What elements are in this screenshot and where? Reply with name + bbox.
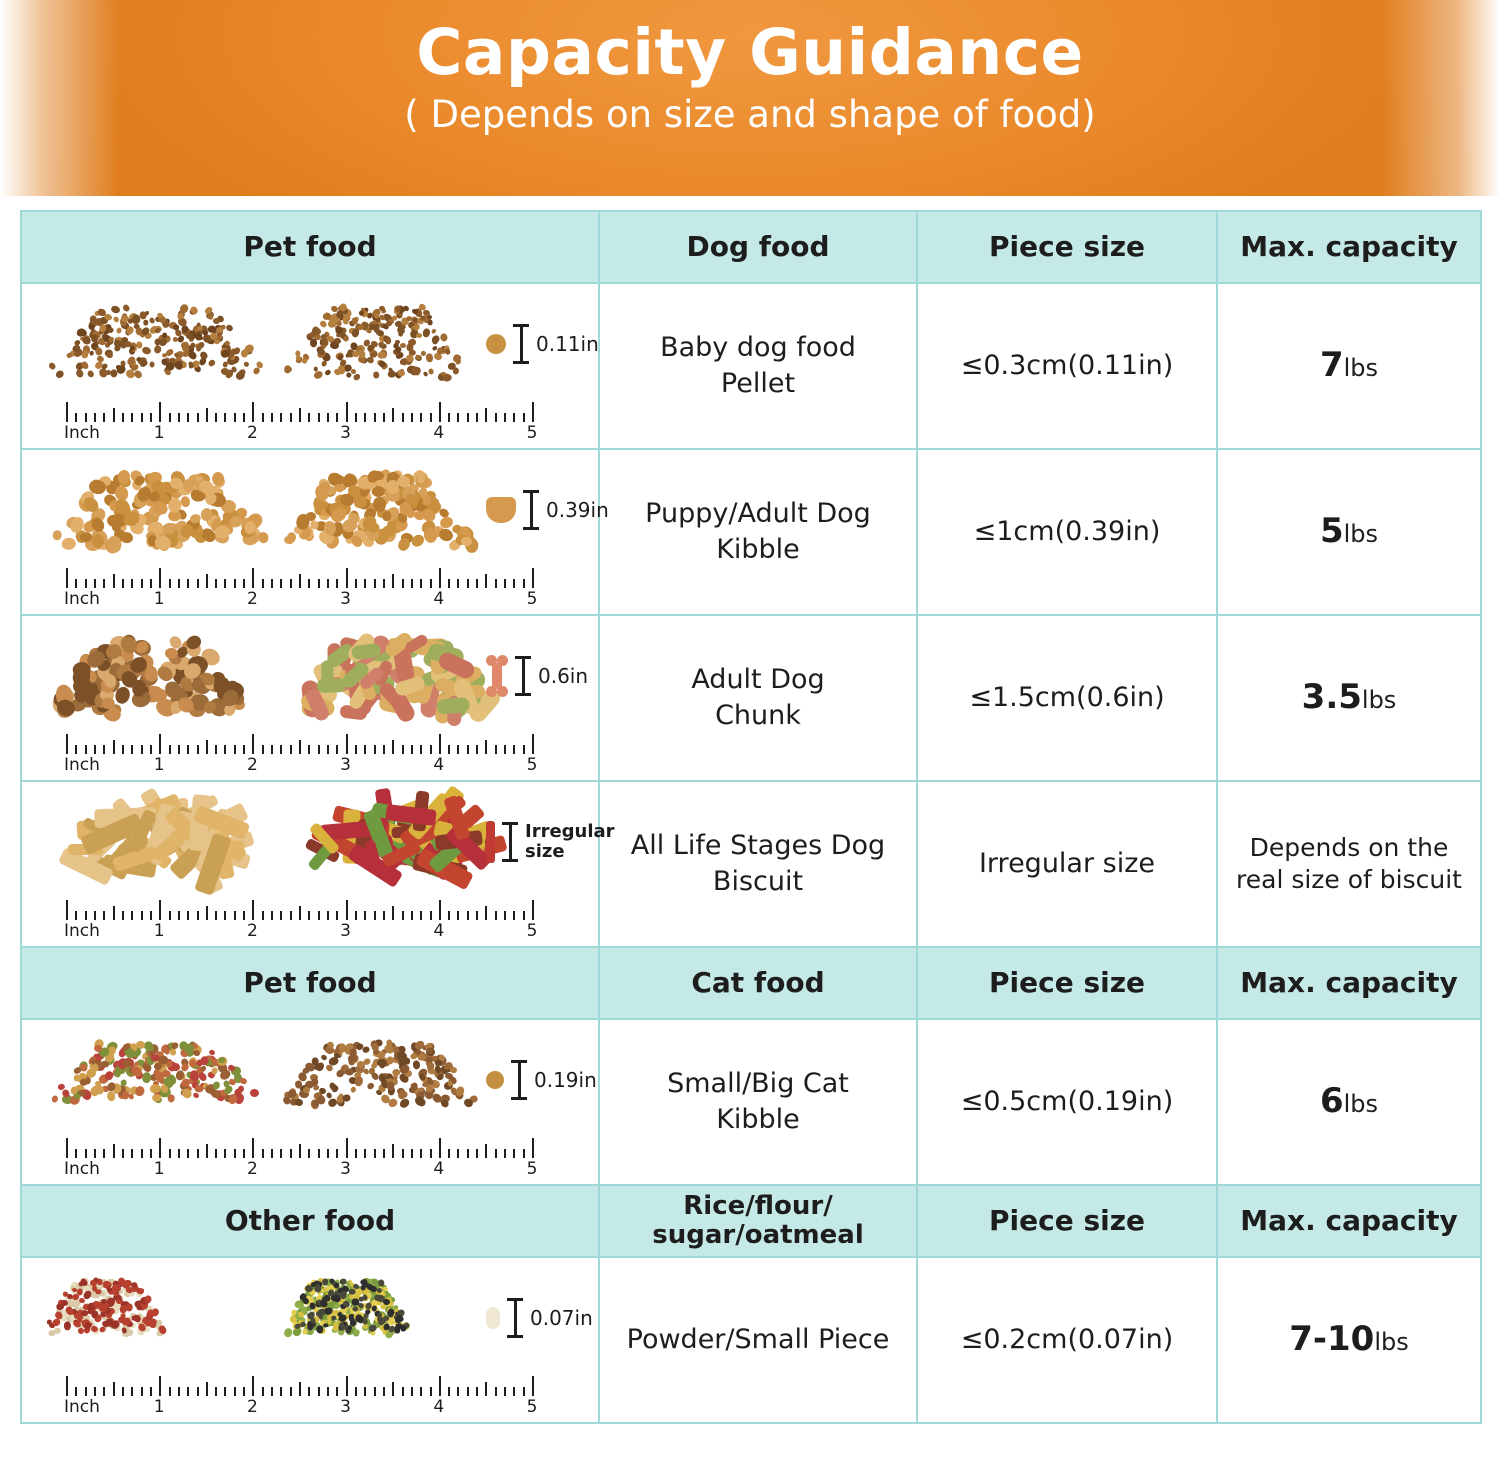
capacity-value: 7 [1319,345,1344,386]
ruler-tick-label: 4 [433,1397,445,1417]
food-name-cell: Small/Big Cat Kibble [599,1019,917,1185]
piece-size-caliper-label: Irregular size [525,821,615,862]
column-header-sample: Pet food [21,947,599,1019]
column-header-piece-size: Piece size [917,1185,1217,1257]
sample-cell [21,781,615,947]
food-name-cell: Puppy/Adult Dog Kibble [599,449,917,615]
food-pile-large [42,1034,264,1126]
capacity-value: 3.5 [1301,677,1362,718]
food-pile-small [278,298,468,390]
column-header-max-capacity: Max. capacity [1217,947,1481,1019]
ruler-unit-label: Inch [64,1159,100,1179]
table-row [21,615,1481,781]
piece-size-caliper-label: 0.11in [536,332,599,356]
food-sample-cell [22,616,598,780]
food-pile-large [42,630,264,722]
single-food-piece [486,497,516,523]
ruler-tick-label: 3 [340,921,352,941]
max-capacity-cell [1217,615,1481,781]
inch-ruler [64,562,536,608]
single-piece-measure [486,655,588,697]
ruler-tick-label: 3 [340,1159,352,1179]
ruler-tick-label: 5 [526,1397,538,1417]
food-name-cell: Powder/Small Piece [599,1257,917,1423]
section-header-row [21,947,1481,1019]
ruler-tick-label: 5 [526,921,538,941]
ruler-tick-label: 5 [526,755,538,775]
ruler-tick-label: 3 [340,423,352,443]
ruler-unit-label: Inch [64,1397,100,1417]
table-row [21,1019,1481,1185]
food-name-cell: All Life Stages Dog Biscuit [599,781,917,947]
single-piece-measure [486,1298,593,1338]
piece-size-cell: Irregular size [917,781,1217,947]
piece-size-cell: ≤0.3cm(0.11in) [917,283,1217,449]
page-subtitle: ( Depends on size and shape of food) [404,92,1096,136]
ruler-tick-label: 1 [153,1159,165,1179]
caliper-icon [511,1060,527,1100]
caliper-icon [523,490,539,530]
ruler-tick-label: 1 [153,589,165,609]
sample-cell [21,615,599,781]
sample-cell [21,1257,599,1423]
ruler-tick-label: 2 [246,423,258,443]
piece-size-caliper-label: 0.39in [546,498,609,522]
column-header-sample: Pet food [21,211,599,283]
piece-size-caliper-label: 0.6in [538,664,589,688]
single-food-piece [486,1071,504,1089]
ruler-tick-label: 4 [433,589,445,609]
single-piece-measure [486,490,609,530]
food-sample-cell [22,782,615,946]
capacity-value: 6 [1319,1081,1344,1122]
table-row [21,449,1481,615]
ruler-tick-label: 5 [526,589,538,609]
single-piece-measure [486,1060,597,1100]
ruler-tick-label: 3 [340,755,352,775]
column-header-max-capacity: Max. capacity [1217,211,1481,283]
ruler-tick-label: 5 [526,423,538,443]
piece-size-cell: ≤1.5cm(0.6in) [917,615,1217,781]
biscuit-bone-shape [486,655,508,697]
section-header-row [21,211,1481,283]
food-pile-small [278,1034,468,1126]
inch-ruler [64,396,536,442]
table-row [21,283,1481,449]
food-sample-cell [22,450,609,614]
caliper-icon [507,1298,523,1338]
section-header-row [21,1185,1481,1257]
food-pile-small [278,796,468,888]
max-capacity-cell [1217,1257,1481,1423]
ruler-tick-label: 4 [433,1159,445,1179]
ruler-tick-label: 2 [246,589,258,609]
food-pile-small [278,1272,468,1364]
ruler-tick-label: 3 [340,1397,352,1417]
ruler-unit-label: Inch [64,921,100,941]
column-header-food-type: Dog food [599,211,917,283]
inch-ruler [64,1370,536,1416]
piece-size-caliper-label: 0.07in [530,1306,593,1330]
piece-size-caliper-label: 0.19in [534,1068,597,1092]
food-pile-large [42,298,264,390]
page-header-banner [0,0,1500,196]
max-capacity-cell: Depends on the real size of biscuit [1217,781,1481,947]
ruler-tick-label: 5 [526,1159,538,1179]
sample-cell [21,1019,599,1185]
column-header-food-type: Cat food [599,947,917,1019]
table-row [21,1257,1481,1423]
capacity-unit: lbs [1361,686,1397,715]
food-pile-large [42,464,264,556]
ruler-tick-label: 2 [246,755,258,775]
piece-size-cell: ≤0.2cm(0.07in) [917,1257,1217,1423]
ruler-tick-label: 1 [153,755,165,775]
capacity-value: 5 [1319,511,1344,552]
food-name-cell: Baby dog food Pellet [599,283,917,449]
inch-ruler [64,728,536,774]
ruler-tick-label: 1 [153,1397,165,1417]
single-food-piece [486,821,495,863]
ruler-tick-label: 2 [246,1159,258,1179]
single-food-piece [486,655,508,697]
inch-ruler [64,894,536,940]
piece-size-cell: ≤1cm(0.39in) [917,449,1217,615]
ruler-unit-label: Inch [64,423,100,443]
food-pile-small [278,464,468,556]
ruler-tick-label: 4 [433,423,445,443]
food-sample-cell [22,1020,598,1184]
food-name-cell: Adult Dog Chunk [599,615,917,781]
capacity-table-wrapper [0,196,1500,1424]
column-header-sample: Other food [21,1185,599,1257]
food-pile-large [42,1272,264,1364]
single-food-piece [486,334,506,354]
single-piece-measure [486,324,599,364]
ruler-tick-label: 2 [246,1397,258,1417]
single-food-piece [486,1307,500,1329]
food-sample-cell [22,284,598,448]
food-pile-small [278,630,468,722]
column-header-food-type: Rice/flour/ sugar/oatmeal [599,1185,917,1257]
ruler-tick-label: 2 [246,921,258,941]
table-row [21,781,1481,947]
capacity-value: 7-10 [1289,1319,1375,1360]
capacity-table-body [21,211,1481,1423]
max-capacity-cell [1217,283,1481,449]
capacity-unit: lbs [1343,1090,1379,1119]
food-sample-cell [22,1258,598,1422]
food-pile-large [42,796,264,888]
ruler-tick-label: 4 [433,921,445,941]
inch-ruler [64,1132,536,1178]
capacity-unit: lbs [1374,1328,1409,1357]
column-header-piece-size: Piece size [917,947,1217,1019]
capacity-table [20,210,1482,1424]
sample-cell [21,449,609,615]
max-capacity-cell [1217,1019,1481,1185]
sample-cell [21,283,599,449]
ruler-tick-label: 4 [433,755,445,775]
piece-size-cell: ≤0.5cm(0.19in) [917,1019,1217,1185]
ruler-tick-label: 1 [153,423,165,443]
column-header-piece-size: Piece size [917,211,1217,283]
ruler-tick-label: 3 [340,589,352,609]
caliper-icon [515,656,531,696]
capacity-unit: lbs [1343,520,1379,549]
ruler-unit-label: Inch [64,589,100,609]
column-header-max-capacity: Max. capacity [1217,1185,1481,1257]
max-capacity-cell [1217,449,1481,615]
capacity-unit: lbs [1343,354,1379,383]
caliper-icon [513,324,529,364]
ruler-tick-label: 1 [153,921,165,941]
ruler-unit-label: Inch [64,755,100,775]
page-title: Capacity Guidance [416,16,1084,89]
